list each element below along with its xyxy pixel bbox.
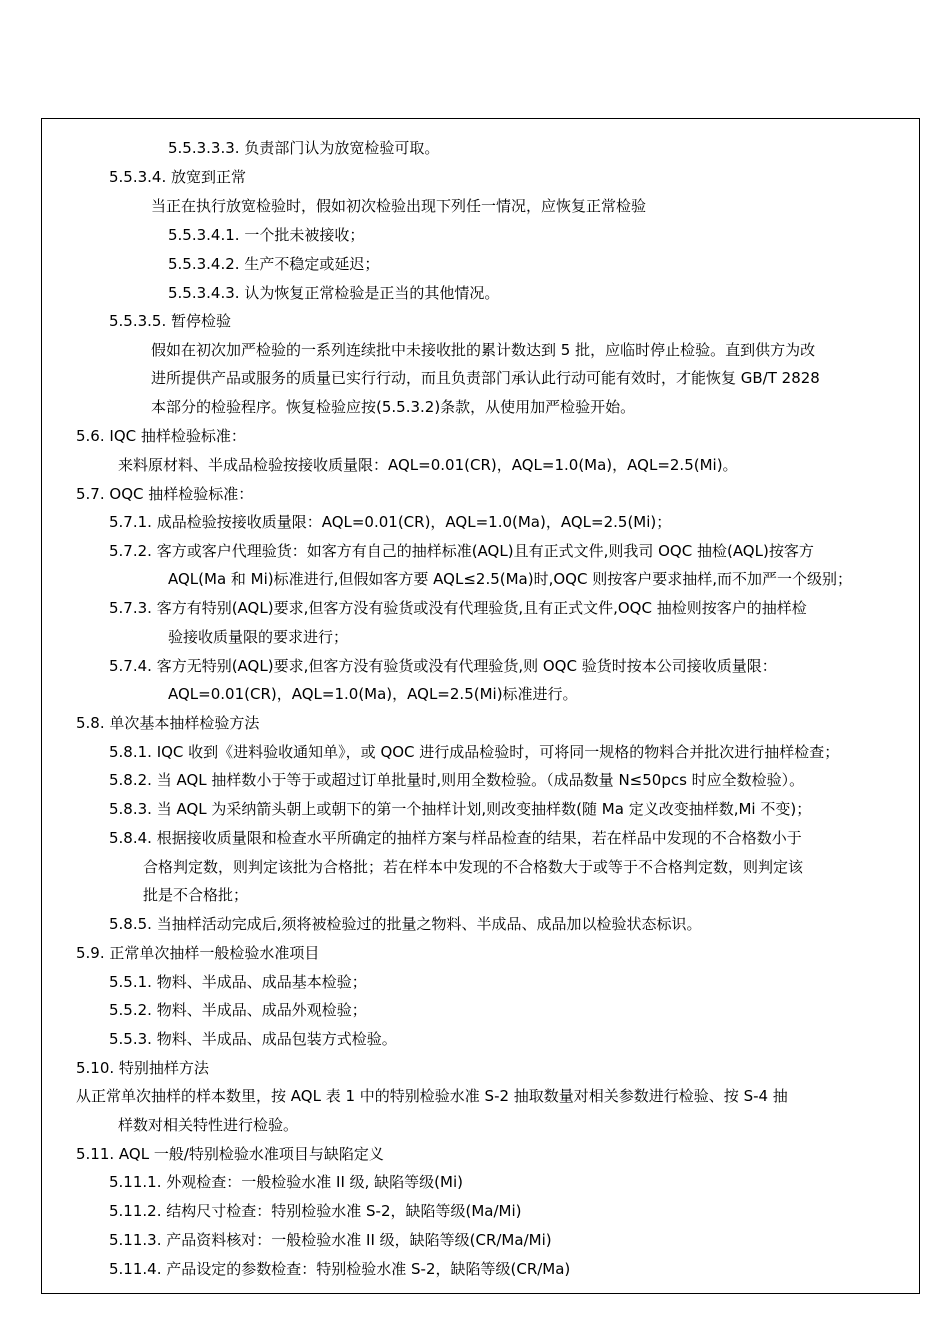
text-line: 5.11.4. 产品设定的参数检查：特别检验水准 S-2，缺陷等级(CR/Ma) <box>109 1260 571 1278</box>
section-heading: 5.8. 单次基本抽样检验方法 <box>76 714 260 732</box>
text-line: 5.7.4. 客方无特别(AQL)要求,但客方没有验货或没有代理验货,则 OQC 验货时按本公司接收质量限： <box>109 657 777 675</box>
text-line: 5.5.3. 物料、半成品、成品包装方式检验。 <box>109 1030 397 1048</box>
section-heading: 5.9. 正常单次抽样一般检验水准项目 <box>76 944 320 962</box>
text-line: 5.8.3. 当 AQL 为采纳箭头朝上或朝下的第一个抽样计划,则改变抽样数(随 Ma 定义改变抽样数,Mi 不变)； <box>109 800 812 818</box>
section-heading: 5.10. 特别抽样方法 <box>76 1059 209 1077</box>
text-line: 5.11.3. 产品资料核对：一般检验水准 II 级，缺陷等级(CR/Ma/Mi) <box>109 1231 552 1249</box>
text-line: 5.5.3.4.2. 生产不稳定或延迟； <box>168 255 380 273</box>
text-line: 进所提供产品或服务的质量已实行行动，而且负责部门承认此行动可能有效时，才能恢复 GB/T 2828 <box>151 369 820 387</box>
section-heading: 5.7. OQC 抽样检验标准： <box>76 485 254 503</box>
text-line: 5.5.2. 物料、半成品、成品外观检验； <box>109 1001 367 1019</box>
text-line: 验接收质量限的要求进行； <box>168 628 349 646</box>
text-line: 5.11.1. 外观检查：一般检验水准 II 级, 缺陷等级(Mi) <box>109 1173 463 1191</box>
text-line: 5.8.2. 当 AQL 抽样数小于等于或超过订单批量时,则用全数检验。（成品数量 N≤50pcs 时应全数检验）。 <box>109 771 805 789</box>
text-line: 来料原材料、半成品检验按接收质量限：AQL=0.01(CR)，AQL=1.0(Ma)，AQL=2.5(Mi)。 <box>118 456 738 474</box>
text-line: 5.5.3.4.1. 一个批未被接收； <box>168 226 365 244</box>
text-line: 5.8.1. IQC 收到《进料验收通知单》，或 QOC 进行成品检验时，可将同一规格的物料合并批次进行抽样检查； <box>109 743 840 761</box>
text-line: 5.5.3.3.3. 负责部门认为放宽检验可取。 <box>168 139 440 157</box>
text-line: 当正在执行放宽检验时，假如初次检验出现下列任一情况，应恢复正常检验 <box>151 197 647 215</box>
text-line: AQL(Ma 和 Mi)标准进行,但假如客方要 AQL≤2.5(Ma)时,OQC 则按客户要求抽样,而不加严一个级别； <box>168 570 852 588</box>
section-heading: 5.11. AQL 一般/特别检验水准项目与缺陷定义 <box>76 1145 384 1163</box>
text-line: 5.7.2. 客方或客户代理验货：如客方有自己的抽样标准(AQL)且有正式文件,则我司 OQC 抽检(AQL)按客方 <box>109 542 814 560</box>
text-line: 合格判定数，则判定该批为合格批；若在样本中发现的不合格数大于或等于不合格判定数，则判定该 <box>143 858 804 876</box>
text-line: 5.11.2. 结构尺寸检查：特别检验水准 S-2，缺陷等级(Ma/Mi) <box>109 1202 522 1220</box>
text-line: 5.8.5. 当抽样活动完成后,须将被检验过的批量之物料、半成品、成品加以检验状态标识。 <box>109 915 702 933</box>
text-line: 本部分的检验程序。恢复检验应按(5.5.3.2)条款，从使用加严检验开始。 <box>151 398 636 416</box>
text-line: 批是不合格批； <box>143 886 249 904</box>
text-line: 5.7.3. 客方有特别(AQL)要求,但客方没有验货或没有代理验货,且有正式文件,OQC 抽检则按客户的抽样检 <box>109 599 807 617</box>
text-line: 5.5.1. 物料、半成品、成品基本检验； <box>109 973 367 991</box>
text-line: AQL=0.01(CR)，AQL=1.0(Ma)，AQL=2.5(Mi)标准进行。 <box>168 685 578 703</box>
text-line: 从正常单次抽样的样本数里，按 AQL 表 1 中的特别检验水准 S-2 抽取数量对相关参数进行检验、按 S-4 抽 <box>76 1087 788 1105</box>
text-line: 5.8.4. 根据接收质量限和检查水平所确定的抽样方案与样品检查的结果，若在样品中发现的不合格数小于 <box>109 829 802 847</box>
section-heading: 5.5.3.4. 放宽到正常 <box>109 168 247 186</box>
text-line: 5.7.1. 成品检验按接收质量限：AQL=0.01(CR)，AQL=1.0(Ma)，AQL=2.5(Mi)； <box>109 513 672 531</box>
text-line: 假如在初次加严检验的一系列连续批中未接收批的累计数达到 5 批，应临时停止检验。直到供方为改 <box>151 341 816 359</box>
section-heading: 5.6. IQC 抽样检验标准： <box>76 427 246 445</box>
text-line: 5.5.3.4.3. 认为恢复正常检验是正当的其他情况。 <box>168 284 500 302</box>
section-heading: 5.5.3.5. 暂停检验 <box>109 312 232 330</box>
text-line: 样数对相关特性进行检验。 <box>118 1116 299 1134</box>
